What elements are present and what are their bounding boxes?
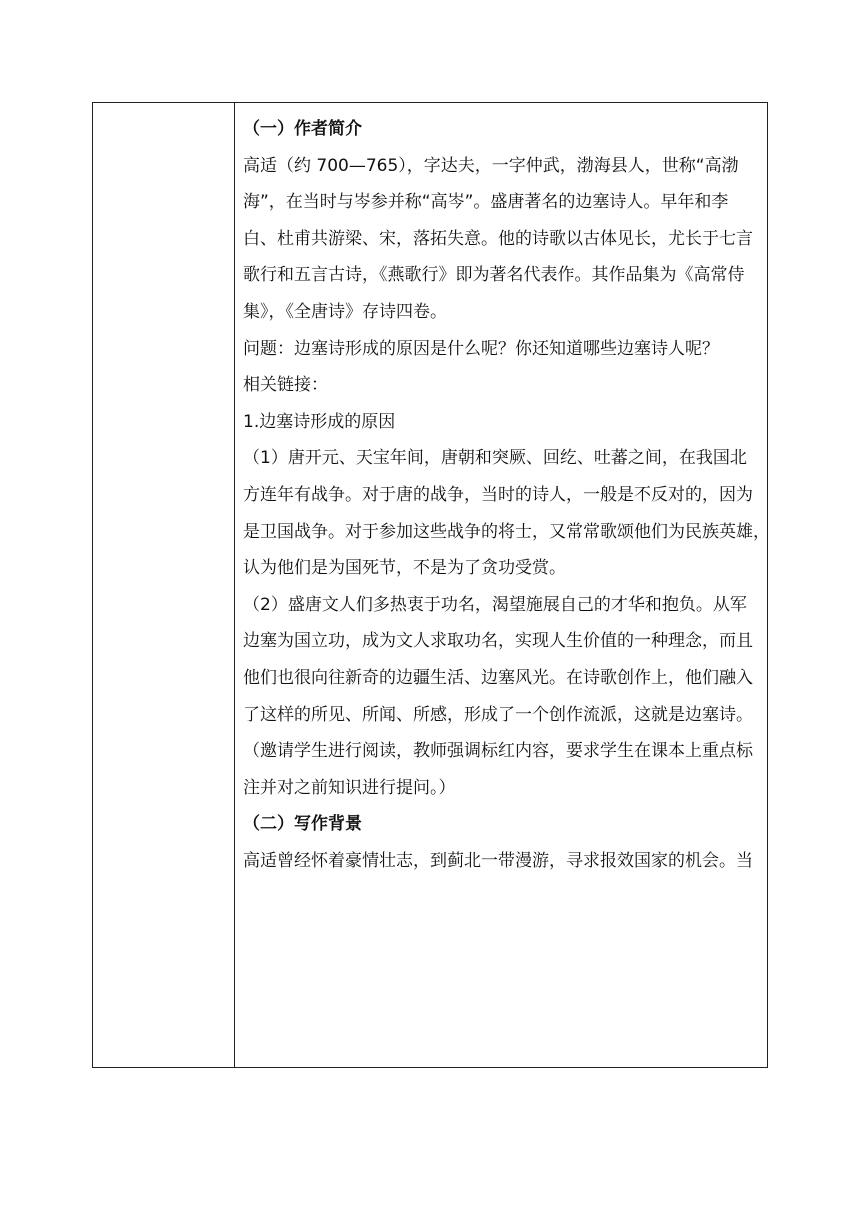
reason-line: 了这样的所见、所闻、所感，形成了一个创作流派，这就是边塞诗。 xyxy=(243,704,753,725)
reason-line: （1）唐开元、天宝年间，唐朝和突厥、回纥、吐蕃之间，在我国北 xyxy=(243,448,747,469)
section-heading-background: （二）写作背景 xyxy=(243,814,362,835)
teacher-note-line: 注并对之前知识进行提问。） xyxy=(243,777,456,798)
reason-line: 边塞为国立功，成为文人求取功名，实现人生价值的一种理念，而且 xyxy=(243,631,753,652)
table-content-cell xyxy=(243,111,770,879)
reason-line: 是卫国战争。对于参加这些战争的将士，又常常歌颂他们为民族英雄， xyxy=(243,521,770,542)
lesson-table xyxy=(92,102,768,1068)
intro-line: 集》，《全唐诗》存诗四卷。 xyxy=(243,301,447,322)
background-line: 高适曾经怀着豪情壮志，到蓟北一带漫游，寻求报效国家的机会。当 xyxy=(243,850,753,871)
question-text: 问题：边塞诗形成的原因是什么呢？你还知道哪些边塞诗人呢？ xyxy=(243,338,719,359)
teacher-note-line: （邀请学生进行阅读，教师强调标红内容，要求学生在课本上重点标 xyxy=(243,741,753,762)
intro-line: 海”，在当时与岑参并称“高岑”。盛唐著名的边塞诗人。早年和李 xyxy=(243,192,729,213)
reason-line: （2）盛唐文人们多热衷于功名，渴望施展自己的才华和抱负。从军 xyxy=(243,594,747,615)
intro-line: 白、杜甫共游梁、宋，落拓失意。他的诗歌以古体见长，尤长于七言 xyxy=(243,228,753,249)
related-links-label: 相关链接： xyxy=(243,375,328,396)
intro-line: 高适（约 700—765），字达夫，一字仲武，渤海县人，世称“高渤 xyxy=(243,155,739,176)
subheading-reasons: 1.边塞诗形成的原因 xyxy=(243,411,396,432)
table-left-column xyxy=(93,103,235,1067)
reason-line: 方连年有战争。对于唐的战争，当时的诗人，一般是不反对的，因为 xyxy=(243,484,753,505)
reason-line: 他们也很向往新奇的边疆生活、边塞风光。在诗歌创作上，他们融入 xyxy=(243,667,753,688)
intro-line: 歌行和五言古诗，《燕歌行》即为著名代表作。其作品集为《高常侍 xyxy=(243,265,745,286)
reason-line: 认为他们是为国死节，不是为了贪功受赏。 xyxy=(243,558,566,579)
section-heading-author: （一）作者简介 xyxy=(243,119,362,139)
